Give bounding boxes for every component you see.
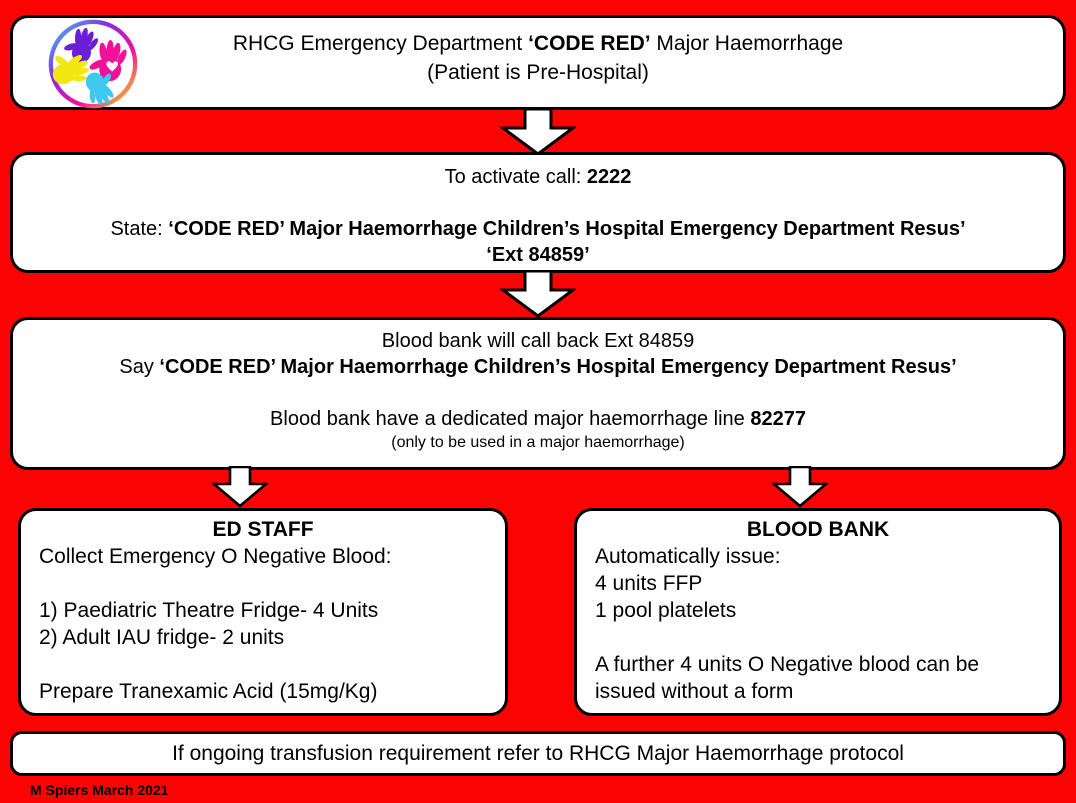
- text-run: RHCG Emergency Department: [232, 32, 529, 55]
- text-run: Blood bank have a dedicated major haemorrhage line: [270, 408, 751, 430]
- ed-staff-box: [18, 508, 508, 716]
- ed-staff-line: 1) Paediatric Theatre Fridge- 4 Units: [39, 599, 379, 622]
- text-run: Say: [119, 356, 160, 378]
- text-run: To activate call:: [444, 166, 587, 188]
- blank-line: [33, 380, 1043, 406]
- text-run: Major Haemorrhage: [650, 32, 844, 55]
- blood-bank-line: A further 4 units O Negative blood can be: [595, 653, 980, 676]
- down-arrow-icon: [500, 270, 576, 318]
- callback-line-2: [33, 354, 1043, 380]
- text-run-bold: 2222: [586, 166, 632, 188]
- activate-line-3: [33, 242, 1043, 268]
- blood-bank-line: 1 pool platelets: [595, 599, 737, 622]
- blood-bank-callback-box: [10, 317, 1066, 470]
- blood-bank-box: [574, 508, 1062, 716]
- callback-line-1: Blood bank will call back Ext 84859: [381, 330, 695, 352]
- page-title: [13, 29, 1063, 87]
- blood-bank-title: BLOOD BANK: [746, 518, 890, 541]
- blank-line: [33, 190, 1043, 216]
- header-box: [10, 15, 1066, 110]
- text-run-bold: ‘CODE RED’ Major Haemorrhage Children’s Hospital Emergency Department Resus’: [159, 356, 957, 378]
- text-run-bold: 82277: [750, 408, 806, 430]
- text-run-bold: ‘CODE RED’ Major Haemorrhage Children’s Hospital Emergency Department Resus’: [168, 218, 966, 240]
- down-arrow-icon: [212, 466, 268, 508]
- callback-note: (only to be used in a major haemorrhage): [391, 434, 685, 451]
- text-run: State:: [110, 218, 169, 240]
- text-run-bold: ‘CODE RED’: [528, 32, 651, 55]
- blank-line: [595, 624, 1041, 651]
- activate-line-2: [33, 216, 1043, 242]
- author-credit: M Spiers March 2021: [30, 782, 169, 798]
- blood-bank-line: 4 units FFP: [595, 572, 703, 595]
- activate-line-1: [33, 164, 1043, 190]
- ed-staff-line: 2) Adult IAU fridge- 2 units: [39, 626, 285, 649]
- blood-bank-line: Automatically issue:: [595, 545, 781, 568]
- callback-line-3: [33, 406, 1043, 432]
- text-run-bold: ‘Ext 84859’: [486, 244, 590, 266]
- ed-staff-title: ED STAFF: [212, 518, 314, 541]
- ed-staff-line: Prepare Tranexamic Acid (15mg/Kg): [39, 680, 378, 703]
- activate-call-box: [10, 152, 1066, 273]
- blank-line: [39, 570, 487, 597]
- down-arrow-icon: [500, 108, 576, 156]
- ed-staff-line: Collect Emergency O Negative Blood:: [39, 545, 392, 568]
- down-arrow-icon: [772, 466, 828, 508]
- protocol-referral-box: If ongoing transfusion requirement refer to RHCG Major Haemorrhage protocol: [10, 731, 1066, 776]
- blank-line: [39, 651, 487, 678]
- title-line-1: [13, 29, 1063, 58]
- blood-bank-line: issued without a form: [595, 680, 794, 703]
- title-line-2: (Patient is Pre-Hospital): [427, 61, 649, 84]
